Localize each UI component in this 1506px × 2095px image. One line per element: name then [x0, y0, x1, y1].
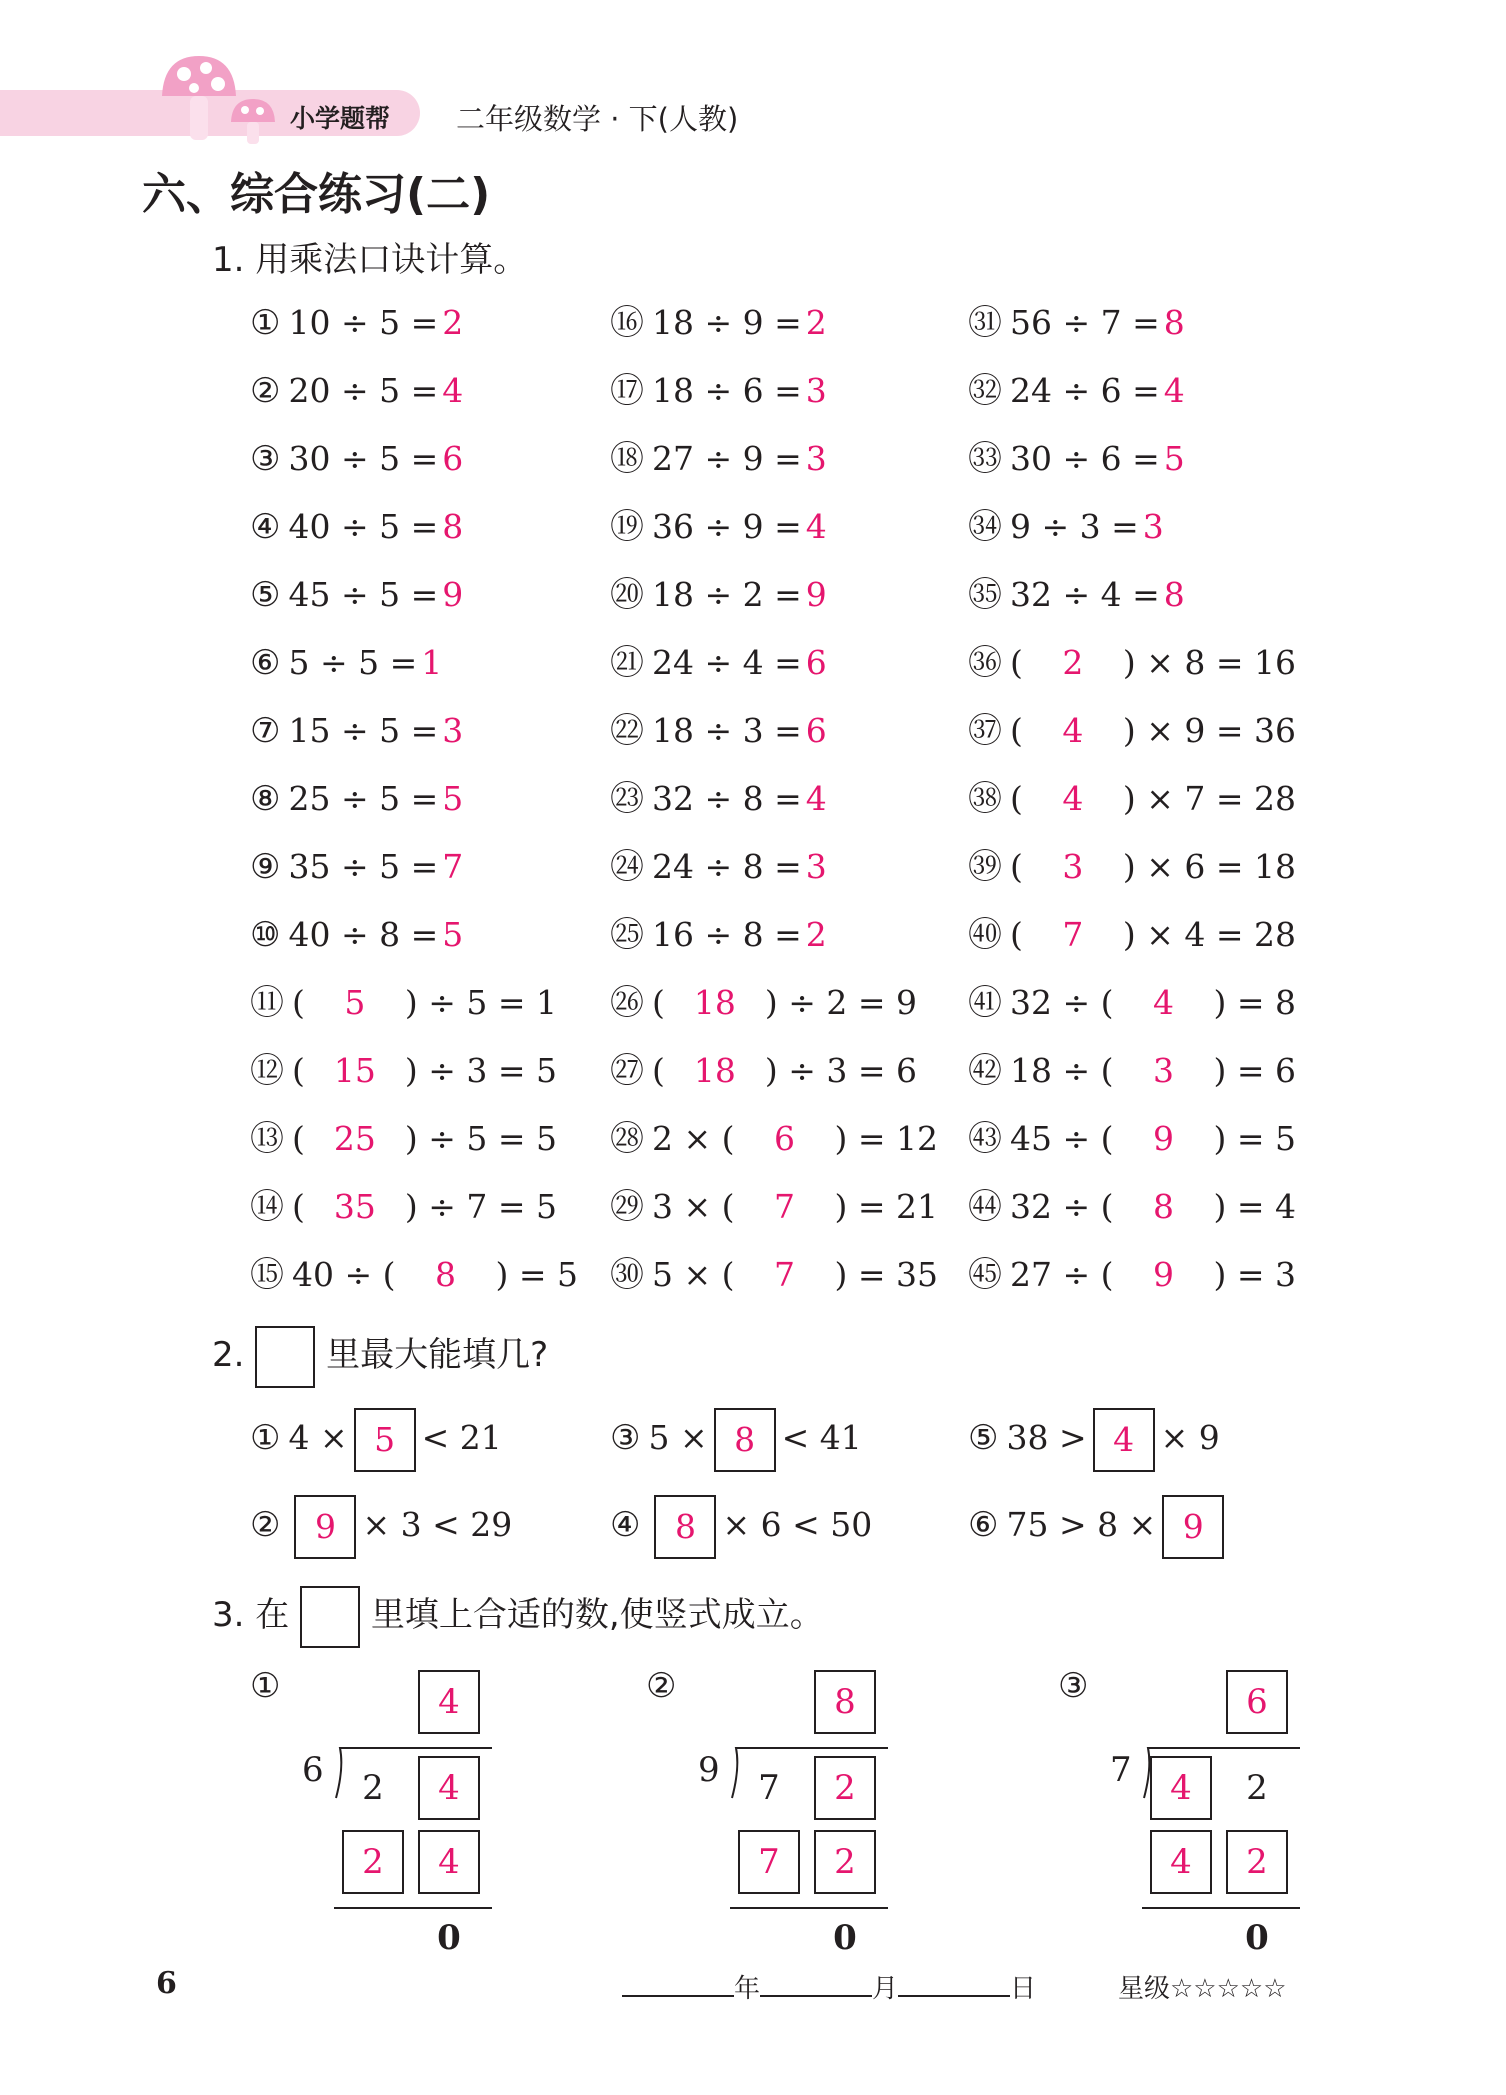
- answer-box[interactable]: 8: [714, 1408, 776, 1472]
- answer[interactable]: 2: [805, 915, 827, 954]
- equation-row: [250, 842, 463, 892]
- problem-number: ⑮: [250, 1255, 284, 1295]
- problem-number: ①: [250, 1418, 281, 1458]
- answer-in-parentheses[interactable]: 8: [1153, 1187, 1174, 1226]
- equation-left: 25 ÷ 5 =: [288, 779, 439, 818]
- equation-right: ) × 8 = 16: [1122, 643, 1296, 682]
- problem-number: ⑭: [250, 1187, 284, 1227]
- equation-row: [968, 502, 1164, 552]
- equation-row: [610, 1250, 938, 1300]
- equation-row: [250, 434, 463, 484]
- problem-number: ⑦: [250, 711, 281, 751]
- answer[interactable]: 9: [805, 575, 827, 614]
- equation-left: 24 ÷ 6 =: [1010, 371, 1160, 410]
- equation-row: [610, 366, 827, 416]
- problem-number: ⑲: [610, 507, 644, 547]
- equation-row: [968, 298, 1185, 348]
- q1-text: 用乘法口诀计算。: [255, 240, 528, 280]
- answer-box[interactable]: 4: [1093, 1408, 1155, 1472]
- equation-left: 32 ÷ 4 =: [1010, 575, 1160, 614]
- comparison-after: < 41: [781, 1418, 862, 1457]
- remainder: 0: [833, 1918, 857, 1958]
- problem-number: ㊲: [968, 711, 1002, 751]
- problem-number: ㉚: [610, 1255, 644, 1295]
- answer[interactable]: 1: [421, 643, 443, 682]
- equation-row: [968, 434, 1185, 484]
- problem-number: ⑤: [968, 1418, 999, 1458]
- problem-number: ㉛: [968, 303, 1002, 343]
- equation-right: ) = 6: [1213, 1051, 1296, 1090]
- answer-in-parentheses[interactable]: 25: [333, 1119, 376, 1158]
- problem-number: ㊶: [968, 983, 1002, 1023]
- problem-number: ⑧: [250, 779, 281, 819]
- equation-left: 24 ÷ 4 =: [652, 643, 802, 682]
- answer[interactable]: 3: [805, 847, 827, 886]
- problem-number: ⑱: [610, 439, 644, 479]
- equation-row: [250, 774, 463, 824]
- answer-in-parentheses[interactable]: 18: [693, 1051, 736, 1090]
- equation-left: 18 ÷ 3 =: [652, 711, 802, 750]
- equation-left: 18 ÷ 9 =: [652, 303, 802, 342]
- problem-number: ㉖: [610, 983, 644, 1023]
- section-title: 六、综合练习(二): [142, 169, 491, 220]
- problem-number: ③: [1058, 1666, 1089, 1706]
- product-ones-box[interactable]: 4: [418, 1830, 480, 1894]
- product-tens-box[interactable]: 4: [1150, 1830, 1212, 1894]
- problem-number: ㉙: [610, 1187, 644, 1227]
- equation-row: [250, 910, 463, 960]
- problem-number: ⑳: [610, 575, 644, 615]
- equation-left: 15 ÷ 5 =: [288, 711, 439, 750]
- equation-row: [968, 1046, 1296, 1096]
- equation-left: 35 ÷ 5 =: [288, 847, 439, 886]
- equation-row: [968, 638, 1296, 688]
- answer-box[interactable]: 9: [1162, 1495, 1224, 1559]
- equation-left: (: [292, 983, 305, 1022]
- equation-left: (: [652, 983, 665, 1022]
- equation-left: 2 × (: [652, 1119, 735, 1158]
- answer-in-parentheses[interactable]: 4: [1062, 711, 1084, 750]
- product-tens-box[interactable]: 2: [342, 1830, 404, 1894]
- equation-row: [250, 1182, 557, 1232]
- equation-left: 24 ÷ 8 =: [652, 847, 802, 886]
- comparison-before: 75 > 8 ×: [1006, 1505, 1157, 1544]
- q3-text: 里填上合适的数,使竖式成立。: [370, 1595, 824, 1635]
- quotient-box[interactable]: 6: [1226, 1670, 1288, 1734]
- equation-row: [968, 774, 1296, 824]
- q3-pre: 在: [255, 1595, 290, 1635]
- problem-number: ㉝: [968, 439, 1002, 479]
- answer-in-parentheses[interactable]: 6: [774, 1119, 795, 1158]
- equation-row: [250, 298, 463, 348]
- year-label: 年: [734, 1974, 761, 2004]
- comparison-after: × 9: [1160, 1418, 1220, 1457]
- dividend-tens: 2: [362, 1768, 384, 1808]
- equation-row: [610, 774, 827, 824]
- answer[interactable]: 3: [1142, 507, 1164, 546]
- equation-row: [968, 1114, 1296, 1164]
- comparison-item: [610, 1492, 872, 1558]
- equation-left: (: [292, 1051, 305, 1090]
- equation-right: ) = 8: [1213, 983, 1296, 1022]
- equation-left: 9 ÷ 3 =: [1010, 507, 1139, 546]
- comparison-before: 5 ×: [648, 1418, 708, 1457]
- equation-right: ) = 5: [495, 1255, 578, 1294]
- equation-row: [610, 298, 827, 348]
- product-ones-box[interactable]: 2: [814, 1830, 876, 1894]
- comparison-item: [250, 1492, 512, 1558]
- equation-right: ) ÷ 5 = 1: [404, 983, 558, 1022]
- answer[interactable]: 4: [805, 779, 827, 818]
- answer[interactable]: 8: [1163, 303, 1185, 342]
- equation-right: ) = 3: [1213, 1255, 1296, 1294]
- problem-number: ㉗: [610, 1051, 644, 1091]
- answer-in-parentheses[interactable]: 2: [1062, 643, 1084, 682]
- month-label: 月: [872, 1974, 899, 2004]
- equation-row: [250, 1250, 578, 1300]
- equation-left: 18 ÷ (: [1010, 1051, 1114, 1090]
- equation-left: (: [1010, 915, 1023, 954]
- page-number: 6: [156, 1966, 177, 2001]
- problem-number: ㊸: [968, 1119, 1002, 1159]
- star-rating: 星级☆☆☆☆☆: [1118, 1974, 1287, 2004]
- answer-in-parentheses[interactable]: 7: [1062, 915, 1084, 954]
- month-blank[interactable]: [760, 1973, 872, 1997]
- comparison-after: × 3 < 29: [362, 1505, 513, 1544]
- answer-box[interactable]: 9: [294, 1495, 356, 1559]
- equation-right: ) ÷ 2 = 9: [764, 983, 918, 1022]
- comparison-before: 38 >: [1006, 1418, 1087, 1457]
- equation-left: 30 ÷ 6 =: [1010, 439, 1160, 478]
- equation-row: [610, 1046, 917, 1096]
- answer[interactable]: 5: [1163, 439, 1185, 478]
- problem-number: ⑥: [968, 1505, 999, 1545]
- equation-row: [610, 842, 827, 892]
- problem-number: ④: [250, 507, 281, 547]
- answer[interactable]: 7: [442, 847, 464, 886]
- answer[interactable]: 4: [1163, 371, 1185, 410]
- equation-left: (: [1010, 711, 1023, 750]
- problem-number: ②: [250, 1505, 281, 1545]
- equation-right: ) ÷ 7 = 5: [404, 1187, 558, 1226]
- equation-row: [968, 366, 1185, 416]
- problem-number: ㉞: [968, 507, 1002, 547]
- blank-box-icon: [255, 1326, 315, 1388]
- equation-left: 32 ÷ (: [1010, 1187, 1114, 1226]
- equation-right: ) = 12: [834, 1119, 938, 1158]
- equation-left: 56 ÷ 7 =: [1010, 303, 1160, 342]
- comparison-item: [250, 1405, 502, 1471]
- answer[interactable]: 9: [442, 575, 464, 614]
- problem-number: ④: [610, 1505, 641, 1545]
- divisor: 6: [302, 1750, 324, 1790]
- equation-left: 10 ÷ 5 =: [288, 303, 439, 342]
- blank-box-icon: [300, 1586, 360, 1648]
- equation-right: ) × 7 = 28: [1122, 779, 1296, 818]
- q2-title: [212, 1322, 548, 1388]
- equation-left: 18 ÷ 2 =: [652, 575, 802, 614]
- book-title: 二年级数学 · 下(人教): [456, 102, 739, 136]
- answer-in-parentheses[interactable]: 15: [333, 1051, 376, 1090]
- equation-row: [610, 434, 827, 484]
- problem-number: ㉘: [610, 1119, 644, 1159]
- small-mushroom-icon: [228, 96, 278, 146]
- q1-title: [212, 232, 527, 281]
- equation-left: (: [1010, 847, 1023, 886]
- equation-row: [968, 1182, 1296, 1232]
- equation-row: [610, 910, 827, 960]
- equation-right: ) = 4: [1213, 1187, 1296, 1226]
- equation-left: 3 × (: [652, 1187, 735, 1226]
- equation-right: ) ÷ 3 = 6: [764, 1051, 918, 1090]
- answer[interactable]: 3: [805, 371, 827, 410]
- answer[interactable]: 5: [442, 915, 464, 954]
- answer-in-parentheses[interactable]: 3: [1153, 1051, 1174, 1090]
- dividend-tens-box[interactable]: 4: [1150, 1756, 1212, 1820]
- equation-left: (: [292, 1119, 305, 1158]
- equation-right: ) = 5: [1213, 1119, 1296, 1158]
- comparison-item: [968, 1405, 1220, 1471]
- equation-left: 27 ÷ 9 =: [652, 439, 802, 478]
- equation-left: 45 ÷ (: [1010, 1119, 1114, 1158]
- brand-name: 小学题帮: [290, 104, 391, 133]
- problem-number: ⑬: [250, 1119, 284, 1159]
- dividend-ones-box[interactable]: 4: [418, 1756, 480, 1820]
- answer[interactable]: 2: [442, 303, 464, 342]
- day-blank[interactable]: [898, 1973, 1010, 1997]
- equation-left: 40 ÷ (: [292, 1255, 396, 1294]
- answer[interactable]: 6: [805, 643, 827, 682]
- answer[interactable]: 8: [442, 507, 464, 546]
- q3-number: 3.: [212, 1595, 245, 1635]
- equation-left: (: [292, 1187, 305, 1226]
- equation-left: 40 ÷ 5 =: [288, 507, 439, 546]
- q1-number: 1.: [212, 240, 245, 280]
- equation-left: 36 ÷ 9 =: [652, 507, 802, 546]
- equation-right: ) × 4 = 28: [1122, 915, 1296, 954]
- equation-left: 45 ÷ 5 =: [288, 575, 439, 614]
- day-label: 日: [1010, 1974, 1037, 2004]
- problem-number: ⑤: [250, 575, 281, 615]
- answer[interactable]: 3: [442, 711, 464, 750]
- equation-left: 40 ÷ 8 =: [288, 915, 439, 954]
- problem-number: ⑰: [610, 371, 644, 411]
- date-line: [622, 1968, 1036, 2005]
- answer-in-parentheses[interactable]: 7: [774, 1187, 795, 1226]
- answer-in-parentheses[interactable]: 5: [344, 983, 366, 1022]
- equation-left: 32 ÷ (: [1010, 983, 1114, 1022]
- quotient-box[interactable]: 8: [814, 1670, 876, 1734]
- answer-box[interactable]: 5: [354, 1408, 416, 1472]
- problem-number: ②: [250, 371, 281, 411]
- problem-number: ⑪: [250, 983, 284, 1023]
- equation-right: ) ÷ 5 = 5: [404, 1119, 558, 1158]
- dividend-tens: 7: [758, 1768, 780, 1808]
- problem-number: ③: [610, 1418, 641, 1458]
- q3-title: [212, 1582, 824, 1648]
- problem-number: ㉔: [610, 847, 644, 887]
- dividend-ones-box[interactable]: 2: [814, 1756, 876, 1820]
- problem-number: ②: [646, 1666, 677, 1706]
- problem-number: ㊳: [968, 779, 1002, 819]
- answer[interactable]: 2: [805, 303, 827, 342]
- equation-row: [610, 978, 917, 1028]
- equation-row: [610, 638, 827, 688]
- q2-text: 里最大能填几?: [326, 1335, 549, 1375]
- equation-left: 27 ÷ (: [1010, 1255, 1114, 1294]
- equation-row: [968, 570, 1185, 620]
- equation-row: [968, 978, 1296, 1028]
- equation-left: 16 ÷ 8 =: [652, 915, 802, 954]
- equation-left: 30 ÷ 5 =: [288, 439, 439, 478]
- answer[interactable]: 6: [805, 711, 827, 750]
- comparison-after: < 21: [421, 1418, 502, 1457]
- equation-row: [250, 366, 463, 416]
- answer[interactable]: 3: [805, 439, 827, 478]
- equation-left: (: [652, 1051, 665, 1090]
- equation-row: [610, 1182, 938, 1232]
- problem-number: ㉟: [968, 575, 1002, 615]
- divisor: 9: [698, 1750, 720, 1790]
- problem-number: ㉒: [610, 711, 644, 751]
- equation-right: ) × 6 = 18: [1122, 847, 1296, 886]
- problem-number: ㊺: [968, 1255, 1002, 1295]
- answer[interactable]: 5: [442, 779, 464, 818]
- problem-number: ③: [250, 439, 281, 479]
- equation-row: [250, 706, 463, 756]
- equation-row: [610, 706, 827, 756]
- equation-left: 5 ÷ 5 =: [288, 643, 418, 682]
- problem-number: ⑯: [610, 303, 644, 343]
- divisor: 7: [1110, 1750, 1132, 1790]
- equation-row: [250, 502, 463, 552]
- problem-number: ①: [250, 303, 281, 343]
- comparison-after: × 6 < 50: [722, 1505, 873, 1544]
- answer-in-parentheses[interactable]: 4: [1062, 779, 1084, 818]
- dividend-ones: 2: [1246, 1768, 1268, 1808]
- year-blank[interactable]: [622, 1973, 734, 1997]
- equation-right: ) = 21: [834, 1187, 938, 1226]
- equation-row: [610, 1114, 938, 1164]
- answer-in-parentheses[interactable]: 7: [774, 1255, 795, 1294]
- equation-right: ) = 35: [834, 1255, 938, 1294]
- problem-number: ㊷: [968, 1051, 1002, 1091]
- equation-row: [968, 842, 1296, 892]
- comparison-item: [610, 1405, 862, 1471]
- equation-left: (: [1010, 779, 1023, 818]
- answer-in-parentheses[interactable]: 3: [1062, 847, 1084, 886]
- answer[interactable]: 6: [442, 439, 464, 478]
- answer-in-parentheses[interactable]: 18: [693, 983, 736, 1022]
- answer[interactable]: 8: [1163, 575, 1185, 614]
- product-tens-box[interactable]: 7: [738, 1830, 800, 1894]
- equation-row: [610, 570, 827, 620]
- problem-number: ⑥: [250, 643, 281, 683]
- answer-in-parentheses[interactable]: 9: [1153, 1255, 1174, 1294]
- comparison-item: [968, 1492, 1230, 1558]
- equation-row: [250, 1114, 557, 1164]
- equation-row: [610, 502, 827, 552]
- equation-row: [250, 570, 463, 620]
- problem-number: ㊹: [968, 1187, 1002, 1227]
- answer-in-parentheses[interactable]: 8: [435, 1255, 456, 1294]
- equation-row: [968, 1250, 1296, 1300]
- problem-number: ㉓: [610, 779, 644, 819]
- equation-left: 5 × (: [652, 1255, 735, 1294]
- problem-number: ㊱: [968, 643, 1002, 683]
- comparison-before: 4 ×: [288, 1418, 348, 1457]
- q2-number: 2.: [212, 1335, 245, 1375]
- answer[interactable]: 4: [805, 507, 827, 546]
- equation-right: ) × 9 = 36: [1122, 711, 1296, 750]
- answer-in-parentheses[interactable]: 9: [1153, 1119, 1174, 1158]
- answer-in-parentheses[interactable]: 4: [1153, 983, 1174, 1022]
- product-ones-box[interactable]: 2: [1226, 1830, 1288, 1894]
- problem-number: ㉑: [610, 643, 644, 683]
- equation-row: [250, 978, 557, 1028]
- equation-row: [968, 910, 1296, 960]
- remainder: 0: [437, 1918, 461, 1958]
- problem-number: ㉕: [610, 915, 644, 955]
- answer-in-parentheses[interactable]: 35: [333, 1187, 376, 1226]
- equation-row: [250, 1046, 557, 1096]
- equation-left: 20 ÷ 5 =: [288, 371, 439, 410]
- problem-number: ㊵: [968, 915, 1002, 955]
- problem-number: ⑩: [250, 915, 281, 955]
- equation-row: [250, 638, 442, 688]
- equation-right: ) ÷ 3 = 5: [404, 1051, 558, 1090]
- problem-number: ㉜: [968, 371, 1002, 411]
- answer[interactable]: 4: [442, 371, 464, 410]
- equation-left: 32 ÷ 8 =: [652, 779, 802, 818]
- problem-number: ⑫: [250, 1051, 284, 1091]
- remainder: 0: [1245, 1918, 1269, 1958]
- equation-left: (: [1010, 643, 1023, 682]
- equation-left: 18 ÷ 6 =: [652, 371, 802, 410]
- answer-box[interactable]: 8: [654, 1495, 716, 1559]
- quotient-box[interactable]: 4: [418, 1670, 480, 1734]
- problem-number: ㊴: [968, 847, 1002, 887]
- equation-row: [968, 706, 1296, 756]
- problem-number: ⑨: [250, 847, 281, 887]
- problem-number: ①: [250, 1666, 281, 1706]
